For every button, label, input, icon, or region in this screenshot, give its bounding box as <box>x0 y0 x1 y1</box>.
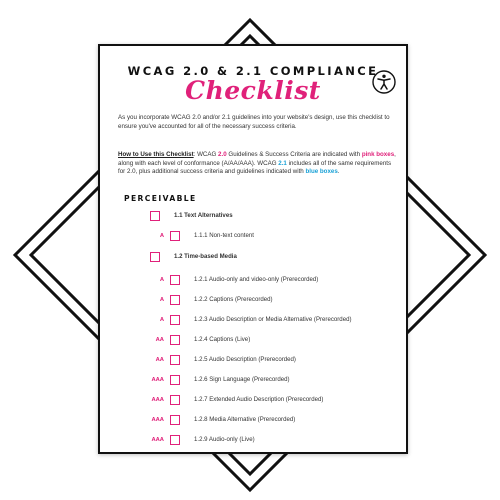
item-label: 1.2.7 Extended Audio Description (Prerecorded) <box>194 396 324 403</box>
checklist-item-row <box>100 374 400 386</box>
checklist-item-row <box>100 230 400 242</box>
conformance-level: AAA <box>151 377 164 383</box>
group-label: 1.1 Text Alternatives <box>174 212 233 219</box>
item-label: 1.2.1 Audio-only and video-only (Prerecorded) <box>194 276 319 283</box>
howto-text: includes all of the same requirements for 2.0, plus additional success criteria and guidelines indicated with <box>118 159 392 176</box>
item-checkbox[interactable] <box>170 231 180 241</box>
item-checkbox[interactable] <box>170 295 180 305</box>
checklist-item-row <box>100 434 400 446</box>
item-checkbox[interactable] <box>170 415 180 425</box>
howto-text: : WCAG <box>193 151 219 158</box>
page-title: WCAG 2.0 & 2.1 COMPLIANCE <box>127 64 379 78</box>
conformance-level: A <box>159 277 164 283</box>
howto-paragraph <box>118 151 398 177</box>
conformance-level: A <box>159 233 164 239</box>
item-label: 1.2.6 Sign Language (Prerecorded) <box>194 376 290 383</box>
checklist-page <box>98 44 408 454</box>
howto-text: . <box>337 168 340 176</box>
item-checkbox[interactable] <box>170 375 180 385</box>
accessibility-icon <box>372 70 396 94</box>
section-title-perceivable: PERCEIVABLE <box>124 194 197 203</box>
conformance-level: AAA <box>151 437 164 443</box>
checklist-script-title: Checklist <box>185 76 321 105</box>
howto-text: Guidelines & Success Criteria are indicated with <box>226 151 362 158</box>
item-checkbox[interactable] <box>170 435 180 445</box>
item-label: 1.2.5 Audio Description (Prerecorded) <box>194 356 296 363</box>
conformance-level: AA <box>155 337 164 343</box>
checklist-item-row <box>100 314 400 326</box>
conformance-level: AAA <box>151 397 164 403</box>
item-label: 1.1.1 Non-text content <box>194 232 254 239</box>
version-2-0: 2.0 <box>218 151 227 158</box>
conformance-level: A <box>159 297 164 303</box>
item-label: 1.2.8 Media Alternative (Prerecorded) <box>194 416 296 423</box>
checklist-group-row <box>100 251 400 263</box>
conformance-level: A <box>159 317 164 323</box>
blue-boxes-label: blue boxes <box>305 168 338 176</box>
item-checkbox[interactable] <box>170 315 180 325</box>
checklist-item-row <box>100 394 400 406</box>
item-label: 1.2.9 Audio-only (Live) <box>194 436 255 443</box>
checklist-item-row <box>100 334 400 346</box>
howto-text: , along with each level of conformance (A/AA/AAA). WCAG <box>118 151 396 167</box>
item-label: 1.2.2 Captions (Prerecorded) <box>194 296 273 303</box>
item-label: 1.2.3 Audio Description or Media Alternative (Prerecorded) <box>194 316 352 323</box>
item-label: 1.2.4 Captions (Live) <box>194 336 251 343</box>
item-checkbox[interactable] <box>170 355 180 365</box>
pink-boxes-label: pink boxes <box>361 151 395 158</box>
item-checkbox[interactable] <box>170 395 180 405</box>
conformance-level: AA <box>155 357 164 363</box>
checklist-group-row <box>100 210 400 222</box>
intro-paragraph: As you incorporate WCAG 2.0 and/or 2.1 guidelines into your website's design, use this checklist to ensure you've accounted for all of the necessary success criteria. <box>118 114 390 130</box>
group-checkbox[interactable] <box>150 211 160 221</box>
howto-heading: How to Use this Checklist <box>118 151 194 158</box>
conformance-level: AAA <box>151 417 164 423</box>
item-checkbox[interactable] <box>170 335 180 345</box>
checklist-item-row <box>100 354 400 366</box>
version-2-1: 2.1 <box>278 159 287 167</box>
item-checkbox[interactable] <box>170 275 180 285</box>
group-checkbox[interactable] <box>150 252 160 262</box>
checklist-item-row <box>100 274 400 286</box>
group-label: 1.2 Time-based Media <box>174 253 237 260</box>
checklist-item-row <box>100 294 400 306</box>
checklist-item-row <box>100 414 400 426</box>
